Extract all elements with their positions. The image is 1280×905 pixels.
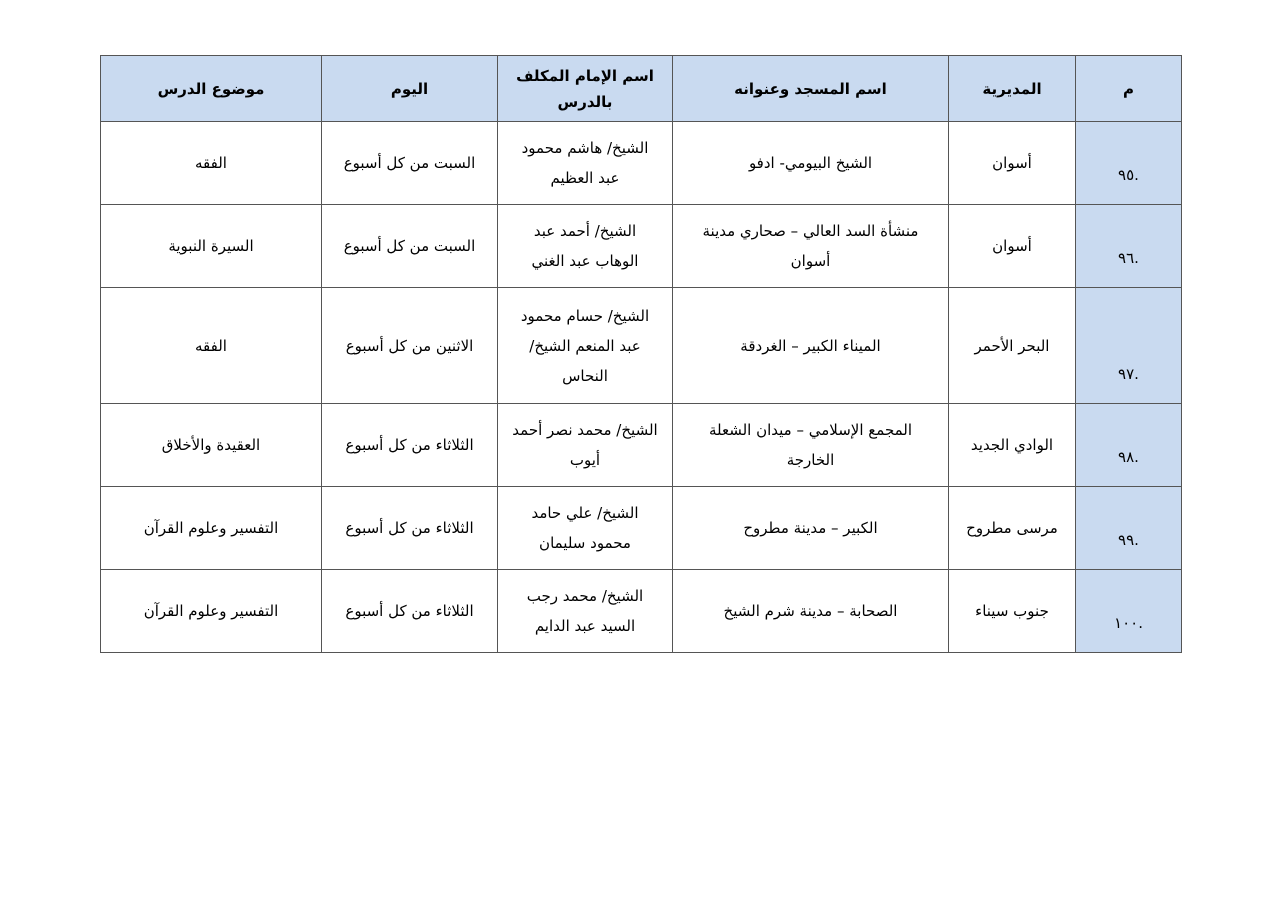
table-row bbox=[101, 122, 1182, 205]
day-cell: السبت من كل أسبوع bbox=[322, 205, 498, 288]
imam-cell: الشيخ/ حسام محمود عبد المنعم الشيخ/ النحاس bbox=[498, 288, 673, 404]
mosque-cell: منشأة السد العالي – صحاري مدينة أسوان bbox=[673, 205, 949, 288]
row-number: ٩٦. bbox=[1076, 205, 1182, 288]
directorate-cell: مرسى مطروح bbox=[949, 487, 1076, 570]
directorate-cell: جنوب سيناء bbox=[949, 570, 1076, 653]
directorate-cell: أسوان bbox=[949, 205, 1076, 288]
table-row bbox=[101, 570, 1182, 653]
directorate-cell: الوادي الجديد bbox=[949, 404, 1076, 487]
topic-cell: التفسير وعلوم القرآن bbox=[101, 487, 322, 570]
imam-cell: الشيخ/ محمد رجب السيد عبد الدايم bbox=[498, 570, 673, 653]
row-number: ٩٨. bbox=[1076, 404, 1182, 487]
mosque-cell: الكبير – مدينة مطروح bbox=[673, 487, 949, 570]
topic-cell: التفسير وعلوم القرآن bbox=[101, 570, 322, 653]
mosque-cell: الصحابة – مدينة شرم الشيخ bbox=[673, 570, 949, 653]
day-cell: السبت من كل أسبوع bbox=[322, 122, 498, 205]
table-row bbox=[101, 205, 1182, 288]
day-cell: الثلاثاء من كل أسبوع bbox=[322, 570, 498, 653]
table-row bbox=[101, 404, 1182, 487]
imam-cell: الشيخ/ علي حامد محمود سليمان bbox=[498, 487, 673, 570]
table-row bbox=[101, 288, 1182, 404]
topic-cell: العقيدة والأخلاق bbox=[101, 404, 322, 487]
mosque-cell: الشيخ البيومي- ادفو bbox=[673, 122, 949, 205]
day-cell: الاثنين من كل أسبوع bbox=[322, 288, 498, 404]
header-num: م bbox=[1076, 56, 1182, 122]
directorate-cell: البحر الأحمر bbox=[949, 288, 1076, 404]
header-mosque: اسم المسجد وعنوانه bbox=[673, 56, 949, 122]
header-topic: موضوع الدرس bbox=[101, 56, 322, 122]
row-number: ٩٥. bbox=[1076, 122, 1182, 205]
day-cell: الثلاثاء من كل أسبوع bbox=[322, 404, 498, 487]
topic-cell: السيرة النبوية bbox=[101, 205, 322, 288]
header-directorate: المديرية bbox=[949, 56, 1076, 122]
imam-cell: الشيخ/ محمد نصر أحمد أيوب bbox=[498, 404, 673, 487]
imam-cell: الشيخ/ هاشم محمود عبد العظيم bbox=[498, 122, 673, 205]
header-day: اليوم bbox=[322, 56, 498, 122]
row-number: ١٠٠. bbox=[1076, 570, 1182, 653]
mosque-cell: المجمع الإسلامي – ميدان الشعلة الخارجة bbox=[673, 404, 949, 487]
row-number: ٩٧. bbox=[1076, 288, 1182, 404]
lessons-table bbox=[100, 55, 1182, 653]
mosque-cell: الميناء الكبير – الغردقة bbox=[673, 288, 949, 404]
table-row bbox=[101, 487, 1182, 570]
directorate-cell: أسوان bbox=[949, 122, 1076, 205]
header-imam: اسم الإمام المكلف بالدرس bbox=[498, 56, 673, 122]
row-number: ٩٩. bbox=[1076, 487, 1182, 570]
day-cell: الثلاثاء من كل أسبوع bbox=[322, 487, 498, 570]
topic-cell: الفقه bbox=[101, 288, 322, 404]
header-row bbox=[101, 56, 1182, 122]
imam-cell: الشيخ/ أحمد عبد الوهاب عبد الغني bbox=[498, 205, 673, 288]
topic-cell: الفقه bbox=[101, 122, 322, 205]
